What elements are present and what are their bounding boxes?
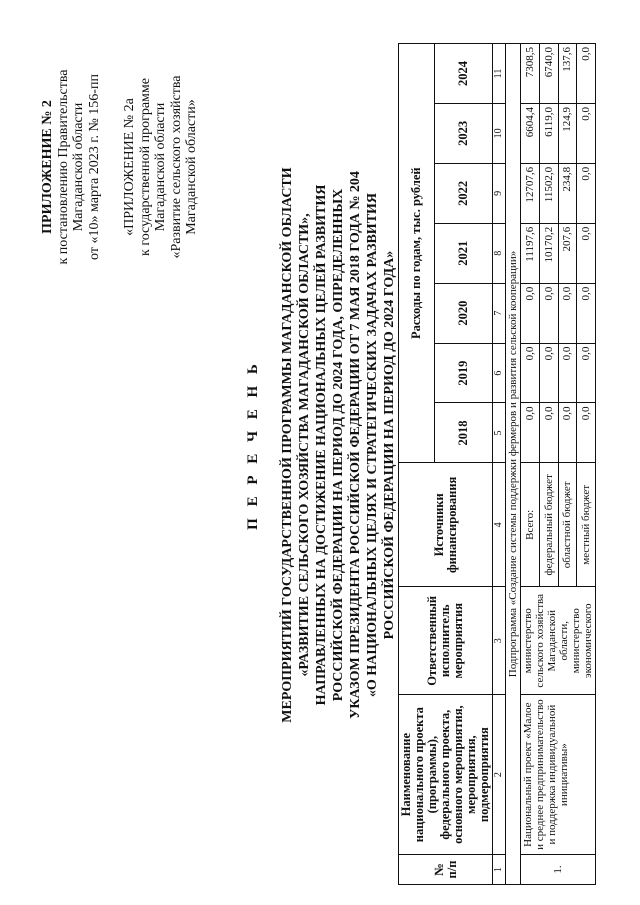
column-number-row bbox=[493, 44, 506, 885]
source-cell: областной бюджет bbox=[558, 463, 577, 587]
year-header: 2020 bbox=[435, 283, 493, 343]
year-header: 2022 bbox=[435, 163, 493, 223]
column-number: 5 bbox=[493, 403, 506, 463]
column-number: 8 bbox=[493, 223, 506, 283]
source-cell: Всего: bbox=[521, 463, 540, 587]
column-number: 6 bbox=[493, 343, 506, 403]
inner-appendix-header bbox=[122, 52, 200, 282]
source-cell: местный бюджет bbox=[577, 463, 596, 587]
subprogram-title: Подпрограмма «Создание системы поддержки фермеров и развития сельской кооперации» bbox=[506, 44, 521, 885]
measures-table bbox=[398, 43, 596, 885]
value-cell: 137,6 bbox=[558, 44, 577, 104]
table-row bbox=[521, 44, 540, 885]
value-cell: 0,0 bbox=[539, 283, 558, 343]
value-cell: 0,0 bbox=[558, 403, 577, 463]
column-number: 11 bbox=[493, 44, 506, 104]
title-line: «О НАЦИОНАЛЬНЫХ ЦЕЛЯХ И СТРАТЕГИЧЕСКИХ ЗАДАЧАХ РАЗВИТИЯ bbox=[365, 192, 380, 698]
title-line: РОССИЙСКОЙ ФЕДЕРАЦИИ НА ПЕРИОД ДО 2024 ГОДА» bbox=[382, 250, 397, 640]
year-header: 2019 bbox=[435, 343, 493, 403]
column-number: 3 bbox=[493, 587, 506, 695]
appendix-header bbox=[40, 52, 102, 282]
value-cell: 234,8 bbox=[558, 163, 577, 223]
value-cell: 6740,0 bbox=[539, 44, 558, 104]
title-line: УКАЗОМ ПРЕЗИДЕНТА РОССИЙСКОЙ ФЕДЕРАЦИИ ОТ 7 МАЯ 2018 ГОДА № 204 bbox=[348, 171, 363, 719]
year-header: 2018 bbox=[435, 403, 493, 463]
value-cell: 0,0 bbox=[521, 283, 540, 343]
year-header: 2021 bbox=[435, 223, 493, 283]
value-cell: 0,0 bbox=[577, 163, 596, 223]
col-source-header: Источники финансирования bbox=[399, 463, 493, 587]
col-expenses-header: Расходы по годам, тыс. рублей bbox=[399, 44, 435, 463]
title-line: МЕРОПРИЯТИЙ ГОСУДАРСТВЕННОЙ ПРОГРАММЫ МАГАДАНСКОЙ ОБЛАСТИ bbox=[280, 167, 295, 723]
col-exec-header: Ответственный исполнитель мероприятия bbox=[399, 587, 493, 695]
value-cell: 0,0 bbox=[577, 283, 596, 343]
value-cell: 0,0 bbox=[539, 343, 558, 403]
decree-line: к постановлению Правительства bbox=[55, 69, 71, 265]
decree-line: Магаданской области bbox=[71, 102, 86, 232]
header-row bbox=[399, 44, 435, 885]
source-cell: федеральный бюджет bbox=[539, 463, 558, 587]
value-cell: 11502,0 bbox=[539, 163, 558, 223]
value-cell: 0,0 bbox=[521, 343, 540, 403]
column-number: 9 bbox=[493, 163, 506, 223]
document-title bbox=[245, 135, 398, 755]
subprogram-row bbox=[506, 44, 521, 885]
value-cell: 207,6 bbox=[558, 223, 577, 283]
title-line: «РАЗВИТИЕ СЕЛЬСКОГО ХОЗЯЙСТВА МАГАДАНСКОЙ ОБЛАСТИ», bbox=[297, 213, 312, 677]
inner-line: Магаданской области bbox=[153, 102, 168, 232]
value-cell: 6604,4 bbox=[521, 103, 540, 163]
value-cell: 0,0 bbox=[577, 44, 596, 104]
value-cell: 124,9 bbox=[558, 103, 577, 163]
value-cell: 0,0 bbox=[577, 103, 596, 163]
inner-line: Магаданской области» bbox=[184, 99, 199, 235]
inner-line: к государственной программе bbox=[137, 78, 153, 256]
decree-date: от «10» марта 2023 г. № 156-пп bbox=[86, 74, 102, 260]
row-number: 1. bbox=[521, 855, 596, 885]
column-number: 7 bbox=[493, 283, 506, 343]
value-cell: 0,0 bbox=[577, 343, 596, 403]
title-line: РОССИЙСКОЙ ФЕДЕРАЦИИ НА ПЕРИОД ДО 2024 ГОДА, ОПРЕДЕЛЕННЫХ bbox=[331, 188, 346, 702]
title-word: П Е Р Е Ч Е Н Ь bbox=[245, 360, 261, 530]
value-cell: 0,0 bbox=[558, 283, 577, 343]
value-cell: 0,0 bbox=[577, 403, 596, 463]
value-cell: 0,0 bbox=[521, 403, 540, 463]
column-number: 4 bbox=[493, 463, 506, 587]
column-number: 1 bbox=[493, 855, 506, 885]
value-cell: 7308,5 bbox=[521, 44, 540, 104]
title-line: НАПРАВЛЕННЫХ НА ДОСТИЖЕНИЕ НАЦИОНАЛЬНЫХ ЦЕЛЕЙ РАЗВИТИЯ bbox=[314, 184, 329, 706]
column-number: 2 bbox=[493, 695, 506, 855]
inner-appendix-title: «ПРИЛОЖЕНИЕ № 2а bbox=[122, 98, 137, 236]
value-cell: 0,0 bbox=[539, 403, 558, 463]
value-cell: 11197,6 bbox=[521, 223, 540, 283]
col-no-header: № п/п bbox=[399, 855, 493, 885]
value-cell: 0,0 bbox=[558, 343, 577, 403]
value-cell: 6119,0 bbox=[539, 103, 558, 163]
year-header: 2024 bbox=[435, 44, 493, 104]
project-name: Национальный проект «Малое и среднее предпринимательство и поддержка индивидуальной инициативы» bbox=[521, 695, 596, 855]
col-name-header: Наименование национального проекта (программы), федерального проекта, основного мероприятия, мероприятия, подмероприятия bbox=[399, 695, 493, 855]
value-cell: 10170,2 bbox=[539, 223, 558, 283]
value-cell: 12707,6 bbox=[521, 163, 540, 223]
column-number: 10 bbox=[493, 103, 506, 163]
appendix-title: ПРИЛОЖЕНИЕ № 2 bbox=[40, 100, 55, 234]
year-header: 2023 bbox=[435, 103, 493, 163]
value-cell: 0,0 bbox=[577, 223, 596, 283]
executor: министерство сельского хозяйства Магаданской области, министерство экономического bbox=[521, 587, 596, 695]
inner-line: «Развитие сельского хозяйства bbox=[168, 75, 184, 259]
